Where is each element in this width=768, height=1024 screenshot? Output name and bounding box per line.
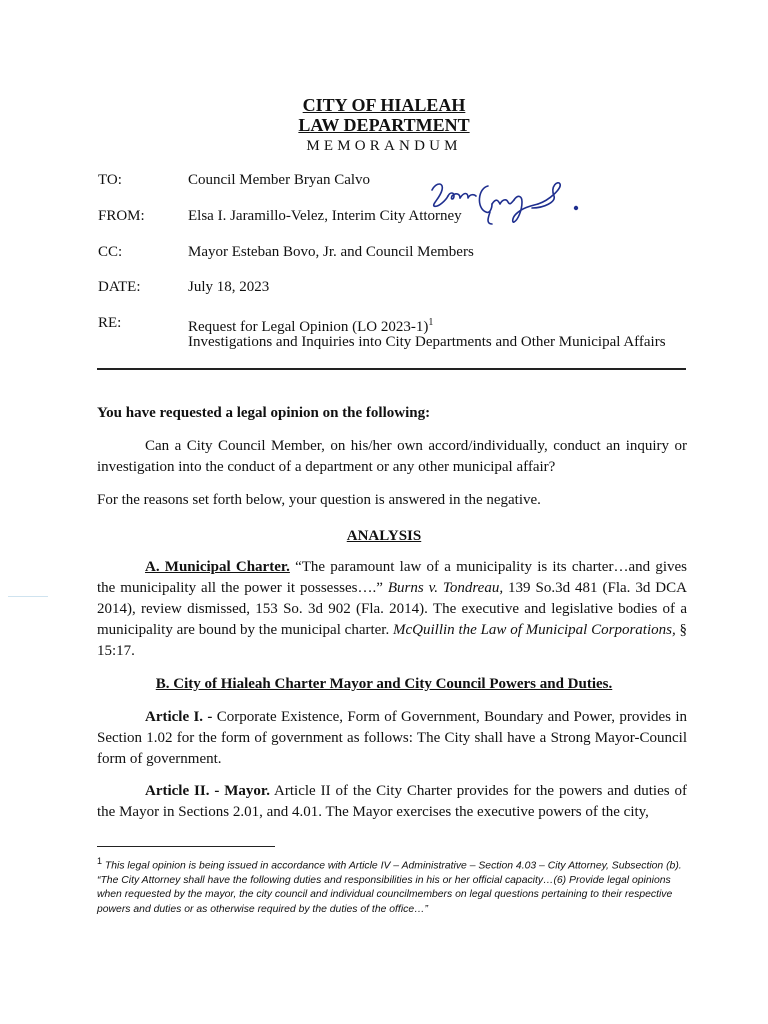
to-value: Council Member Bryan Calvo <box>188 172 371 188</box>
article-2-paragraph <box>97 781 687 823</box>
footnote-ref: 1 <box>428 317 434 328</box>
re-line-2: Investigations and Inquiries into City Departments and Other Municipal Affairs <box>188 334 666 350</box>
cc-value: Mayor Esteban Bovo, Jr. and Council Members <box>188 244 474 260</box>
header-divider <box>97 368 686 370</box>
article-1-paragraph <box>97 707 687 770</box>
signature-image <box>426 178 586 228</box>
section-b-heading: B. City of Hialeah Charter Mayor and City Council Powers and Duties. <box>155 676 613 692</box>
date-value: July 18, 2023 <box>188 279 270 295</box>
question-paragraph: Can a City Council Member, on his/her own accord/individually, conduct an inquiry or investigation into the conduct of a department or any other municipal affair? <box>97 438 687 475</box>
header-city: CITY OF HIALEAH <box>302 95 466 115</box>
footnote-mark: 1 <box>97 856 103 866</box>
from-value: Elsa I. Jaramillo-Velez, Interim City Attorney <box>188 208 462 224</box>
margin-mark <box>8 596 48 597</box>
from-label: FROM: <box>98 208 145 224</box>
footnote <box>97 854 689 917</box>
section-a-section: § 15:17. <box>97 622 688 659</box>
footnote-divider <box>97 846 275 847</box>
section-a-treatise: McQuillin the Law of Municipal Corporations, <box>393 622 676 638</box>
article-2-label: Article II. - Mayor. <box>145 783 270 799</box>
section-a-label: A. Municipal Charter. <box>145 559 290 575</box>
section-a-paragraph <box>97 557 687 662</box>
section-a-citation: 139 So.3d 481 (Fla. 3d DCA 2014), review dismissed, 153 So. 3d 902 (Fla. 2014). The executive and legislative bodies of a municipality are bound by the municipal charter. <box>97 580 687 638</box>
to-label: TO: <box>98 172 122 188</box>
section-a-quote: “The paramount law of a municipality is its charter…and gives the municipality all the power it possesses….” <box>97 559 687 596</box>
re-label: RE: <box>98 315 122 331</box>
article-2-text: Article II of the City Charter provides for the powers and duties of the Mayor in Sections 2.01, and 4.01. The Mayor exercises the executive powers of the city, <box>97 783 687 820</box>
request-heading <box>97 403 687 424</box>
answer-paragraph: For the reasons set forth below, your question is answered in the negative. <box>97 492 541 508</box>
re-line-1-text: Request for Legal Opinion (LO 2023-1) <box>188 319 429 335</box>
article-1-text: Corporate Existence, Form of Government, Boundary and Power, provides in Section 1.02 for the form of government as follows: The City shall have a Strong Mayor-Council form of government. <box>97 709 687 767</box>
section-a-case: Burns v. Tondreau, <box>387 580 504 596</box>
header-department: LAW DEPARTMENT <box>298 115 470 135</box>
article-1-label: Article I. - <box>145 709 213 725</box>
request-heading-text: You have requested a legal opinion on the following: <box>97 405 431 421</box>
cc-label: CC: <box>98 244 123 260</box>
analysis-heading: ANALYSIS <box>346 528 422 544</box>
footnote-text: This legal opinion is being issued in accordance with Article IV – Administrative – Section 4.03 – City Attorney, Subsection (b). “The City Attorney shall have the following duties and responsibilities in his or her official capacity…(6) Provide legal opinions when requested by the mayor, the city council and individual councilmembers on legal questions pertaining to their respective powers and duties or as otherwise required by the duties of the office…” <box>97 860 682 915</box>
date-label: DATE: <box>98 279 141 295</box>
header-memorandum: MEMORANDUM <box>306 138 462 154</box>
